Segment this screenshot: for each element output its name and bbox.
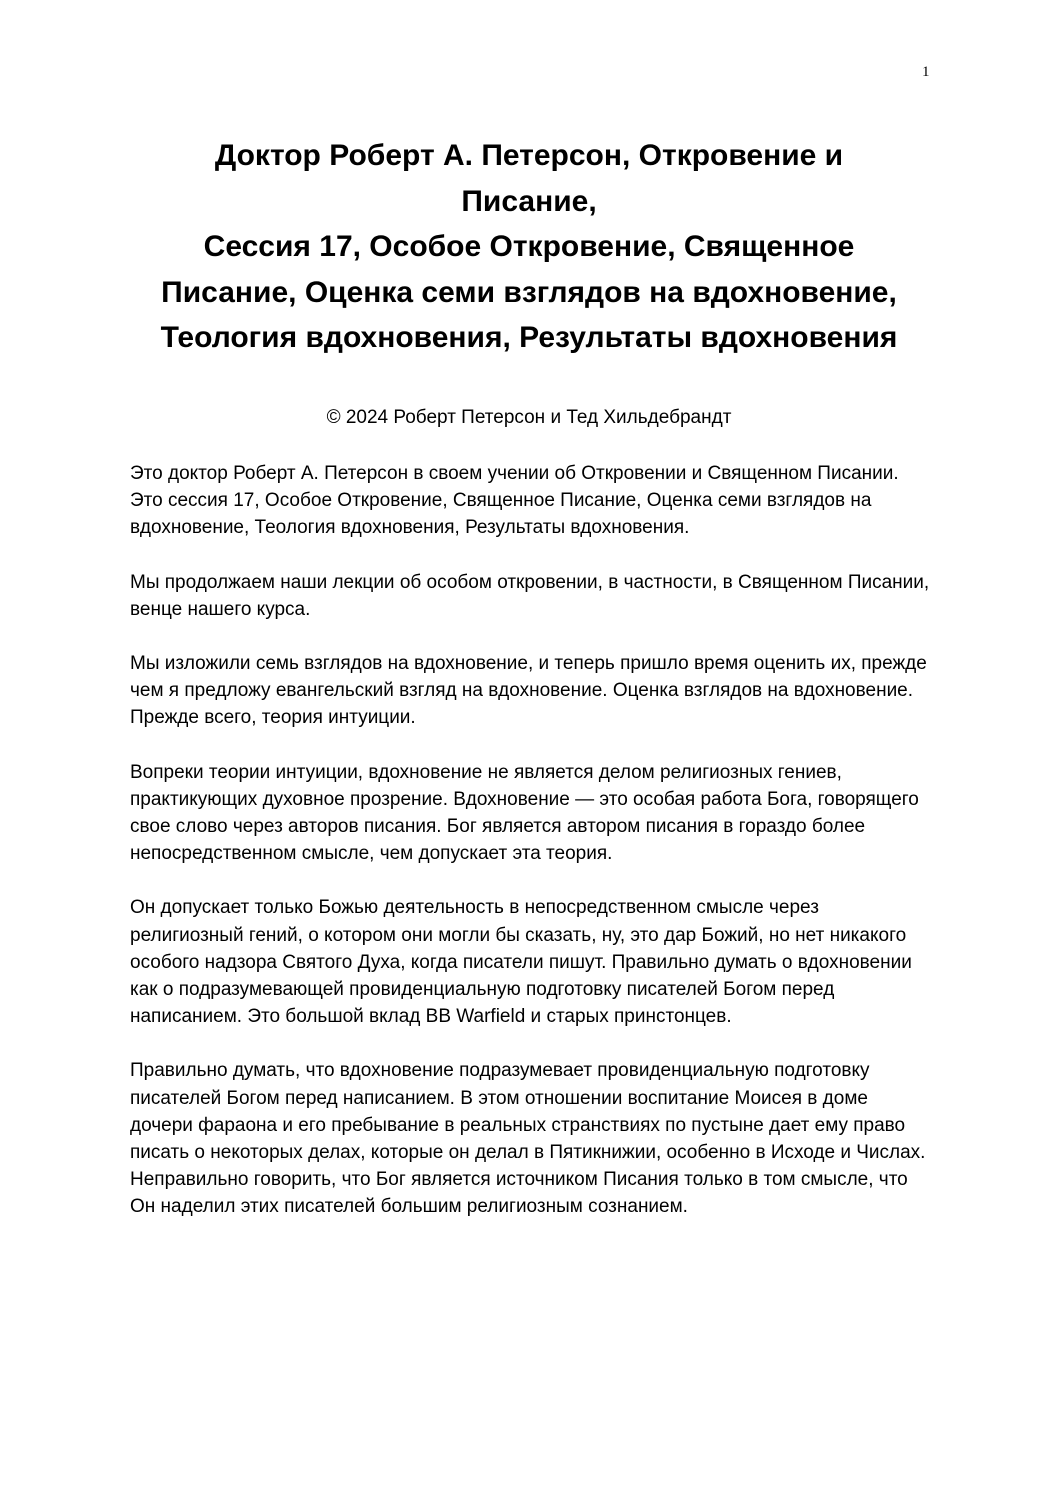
paragraph: Вопреки теории интуиции, вдохновение не является делом религиозных гениев, практикующих духовное прозрение. Вдохновение — это особая работа Бога, говорящего свое слово через авторов писания. Бог является автором писания в гораздо более непосредственном смысле, чем допускает эта теория.: [130, 761, 919, 865]
paragraph: Это доктор Роберт А. Петерсон в своем учении об Откровении и Священном Писании. Это сессия 17, Особое Откровение, Священное Писание, Оценка семи взглядов на вдохновение, Теология вдохновения, Результаты вдохновения.: [130, 463, 899, 539]
title-line-1: Доктор Роберт А. Петерсон, Откровение и Писание,: [214, 139, 844, 218]
document-title: [150, 133, 908, 361]
page-number: 1: [922, 64, 930, 80]
title-line-2: Сессия 17, Особое Откровение, Священное Писание, Оценка семи взглядов на вдохновение, Теология вдохновения, Результаты вдохновения: [160, 230, 898, 354]
paragraph: Правильно думать, что вдохновение подразумевает провиденциальную подготовку писателей Богом перед написанием. В этом отношении воспитание Моисея в доме дочери фараона и его пребывание в реальных странствиях по пустыне дает ему право писать о некоторых делах, которые он делал в Пятикнижии, особенно в Исходе и Числах. Неправильно говорить, что Бог является источником Писания только в том смысле, что Он наделил этих писателей большим религиозным сознанием.: [130, 1060, 926, 1218]
copyright-line: © 2024 Роберт Петерсон и Тед Хильдебрандт: [326, 407, 732, 428]
paragraph: Мы изложили семь взглядов на вдохновение, и теперь пришло время оценить их, прежде чем я предложу евангельский взгляд на вдохновение. Оценка взглядов на вдохновение. Прежде всего, теория интуиции.: [130, 653, 927, 729]
paragraph: Мы продолжаем наши лекции об особом откровении, в частности, в Священном Писании, венце нашего курса.: [130, 571, 930, 620]
document-body: [130, 460, 930, 1248]
paragraph: Он допускает только Божью деятельность в непосредственном смысле через религиозный гений, о котором они могли бы сказать, ну, это дар Божий, но нет никакого особого надзора Святого Духа, когда писатели пишут. Правильно думать о вдохновении как о подразумевающей провиденциальную подготовку писателей Богом перед написанием. Это большой вклад BB Warfield и старых принстонцев.: [130, 897, 912, 1028]
